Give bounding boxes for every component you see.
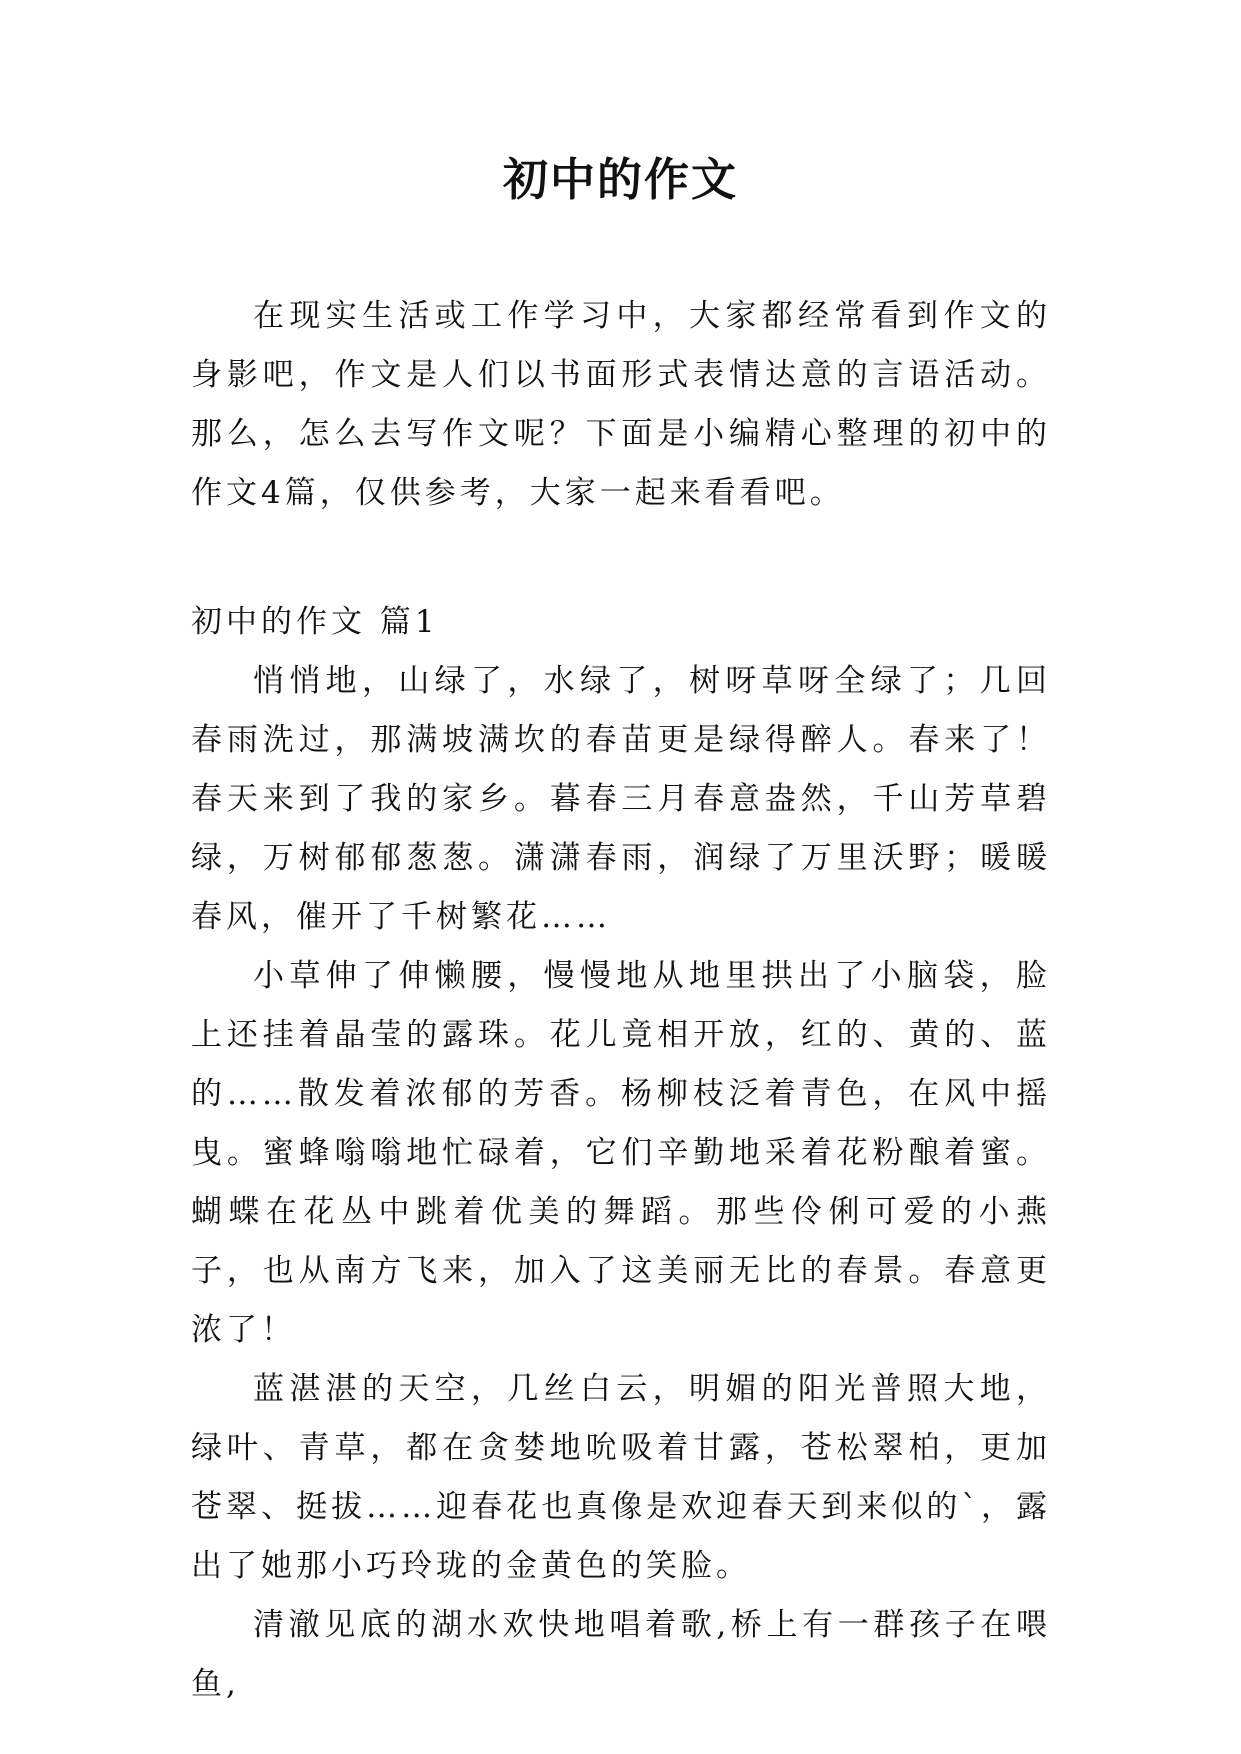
body-paragraph-1: 悄悄地，山绿了，水绿了，树呀草呀全绿了；几回春雨洗过，那满坡满坎的春苗更是绿得醉人。春来了！春天来到了我的家乡。暮春三月春意盎然，千山芳草碧绿，万树郁郁葱葱。潇潇春雨，润绿了万里沃野；暖暖春风，催开了千树繁花…… xyxy=(191,663,1051,935)
intro-paragraph: 在现实生活或工作学习中，大家都经常看到作文的身影吧，作文是人们以书面形式表情达意的言语活动。那么，怎么去写作文呢？下面是小编精心整理的初中的作文4篇，仅供参考，大家一起来看看吧。 xyxy=(191,298,1051,511)
section-heading: 初中的作文 篇1 xyxy=(191,604,439,640)
body-paragraph-2: 小草伸了伸懒腰，慢慢地从地里拱出了小脑袋，脸上还挂着晶莹的露珠。花儿竟相开放，红的、黄的、蓝的……散发着浓郁的芳香。杨柳枝泛着青色，在风中摇曳。蜜蜂嗡嗡地忙碌着，它们辛勤地采着花粉酿着蜜。蝴蝶在花丛中跳着优美的舞蹈。那些伶俐可爱的小燕子，也从南方飞来，加入了这美丽无比的春景。春意更浓了！ xyxy=(191,958,1051,1348)
body-paragraph-3: 蓝湛湛的天空，几丝白云，明媚的阳光普照大地，绿叶、青草，都在贪婪地吮吸着甘露，苍松翠柏，更加苍翠、挺拔……迎春花也真像是欢迎春天到来似的`，露出了她那小巧玲珑的金黄色的笑脸。 xyxy=(191,1371,1051,1584)
document-body xyxy=(191,287,1051,1714)
body-paragraph-4: 清澈见底的湖水欢快地唱着歌,桥上有一群孩子在喂鱼, xyxy=(191,1607,1051,1702)
section-spacer xyxy=(191,523,1051,593)
document-title: 初中的作文 xyxy=(502,153,738,206)
